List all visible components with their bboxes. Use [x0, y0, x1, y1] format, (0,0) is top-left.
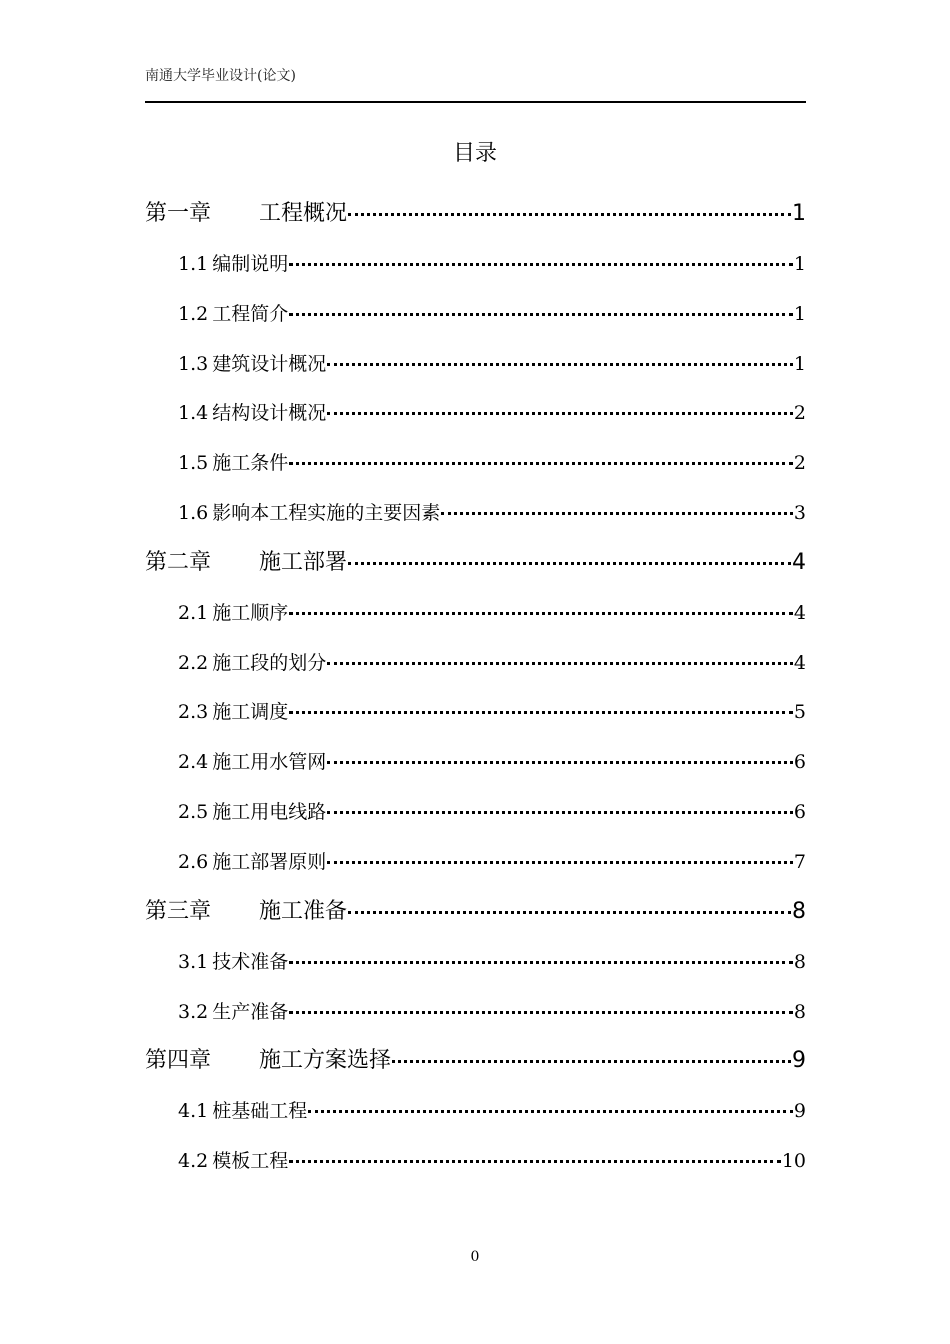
toc-section-entry[interactable] — [145, 493, 806, 543]
toc-entry-title: 施工部署原则 — [212, 850, 327, 873]
running-header: 南通大学毕业设计(论文) — [145, 68, 296, 84]
toc-entry-number: 1.4 — [178, 402, 209, 425]
toc-entry-page: 4 — [793, 651, 806, 674]
toc-dot-leader — [327, 412, 793, 415]
toc-dot-leader — [348, 213, 791, 216]
toc-entry-title: 施工段的划分 — [212, 651, 327, 674]
toc-entry-page: 1 — [793, 352, 806, 375]
toc-section-entry[interactable] — [145, 692, 806, 742]
toc-title: 目录 — [452, 141, 497, 166]
toc-entry-number: 2.1 — [178, 601, 209, 624]
toc-entry-title: 编制说明 — [212, 252, 289, 275]
toc-entry-page: 2 — [793, 452, 806, 475]
toc-entry-title: 模板工程 — [212, 1150, 289, 1173]
toc-dot-leader — [289, 1160, 781, 1163]
toc-entry-number: 1.6 — [178, 502, 209, 525]
toc-entry-number: 1.2 — [178, 302, 209, 325]
toc-entry-number: 第四章 — [145, 1048, 212, 1074]
toc-entry-number: 1.3 — [178, 352, 209, 375]
toc-dot-leader — [308, 1110, 793, 1113]
toc-entry-title: 施工准备 — [259, 898, 348, 924]
toc-entry-page: 1 — [793, 302, 806, 325]
toc-entry-title: 施工条件 — [212, 452, 289, 475]
toc-entry-title: 工程概况 — [259, 201, 348, 226]
page-number: 0 — [470, 1249, 480, 1265]
toc-entry-title: 施工部署 — [259, 549, 348, 575]
toc-entry-number: 1.1 — [178, 252, 209, 275]
toc-entry-page: 9 — [792, 1048, 806, 1074]
toc-entry-page: 4 — [792, 549, 806, 575]
toc-dot-leader — [289, 612, 793, 615]
toc-entry-page: 8 — [793, 1000, 806, 1023]
table-of-contents — [145, 194, 806, 1191]
toc-entry-title: 影响本工程实施的主要因素 — [212, 502, 441, 525]
toc-dot-leader — [327, 363, 793, 366]
toc-chapter-entry[interactable] — [145, 194, 806, 244]
toc-entry-number: 2.2 — [178, 651, 209, 674]
toc-entry-number: 4.1 — [178, 1100, 209, 1123]
toc-entry-page: 7 — [793, 850, 806, 873]
toc-dot-leader — [441, 512, 793, 515]
toc-entry-title: 施工用电线路 — [212, 801, 327, 824]
toc-entry-page: 1 — [792, 201, 806, 226]
toc-dot-leader — [327, 861, 793, 864]
toc-entry-number: 2.6 — [178, 850, 209, 873]
toc-dot-leader — [289, 961, 793, 964]
toc-entry-title: 结构设计概况 — [212, 402, 327, 425]
toc-section-entry[interactable] — [145, 244, 806, 294]
toc-dot-leader — [289, 711, 793, 714]
toc-section-entry[interactable] — [145, 992, 806, 1042]
toc-entry-number: 3.2 — [178, 1000, 209, 1023]
toc-chapter-entry[interactable] — [145, 892, 806, 942]
toc-entry-number: 2.5 — [178, 801, 209, 824]
toc-entry-page: 6 — [793, 751, 806, 774]
toc-entry-title: 建筑设计概况 — [212, 352, 327, 375]
toc-dot-leader — [392, 1060, 791, 1063]
toc-entry-title: 施工顺序 — [212, 601, 289, 624]
toc-entry-page: 3 — [793, 502, 806, 525]
toc-section-entry[interactable] — [145, 393, 806, 443]
toc-section-entry[interactable] — [145, 443, 806, 493]
toc-entry-number: 第二章 — [145, 549, 212, 575]
toc-entry-page: 2 — [793, 402, 806, 425]
toc-dot-leader — [327, 761, 793, 764]
toc-entry-title: 施工方案选择 — [259, 1048, 392, 1074]
toc-section-entry[interactable] — [145, 842, 806, 892]
toc-entry-page: 8 — [792, 898, 806, 924]
toc-dot-leader — [289, 462, 793, 465]
toc-entry-title: 技术准备 — [212, 950, 289, 973]
toc-entry-page: 10 — [781, 1150, 806, 1173]
toc-dot-leader — [289, 313, 793, 316]
toc-dot-leader — [348, 562, 791, 565]
toc-entry-title: 桩基础工程 — [212, 1100, 308, 1123]
toc-entry-title: 工程简介 — [212, 302, 289, 325]
toc-entry-page: 1 — [793, 252, 806, 275]
toc-entry-page: 5 — [793, 701, 806, 724]
toc-entry-title: 施工用水管网 — [212, 751, 327, 774]
toc-section-entry[interactable] — [145, 742, 806, 792]
toc-entry-title: 施工调度 — [212, 701, 289, 724]
toc-section-entry[interactable] — [145, 792, 806, 842]
toc-section-entry[interactable] — [145, 942, 806, 992]
toc-dot-leader — [327, 811, 793, 814]
toc-entry-number: 第一章 — [145, 201, 212, 226]
toc-chapter-entry[interactable] — [145, 543, 806, 593]
toc-entry-page: 6 — [793, 801, 806, 824]
toc-section-entry[interactable] — [145, 1141, 806, 1191]
toc-section-entry[interactable] — [145, 643, 806, 693]
toc-entry-page: 9 — [793, 1100, 806, 1123]
header-divider — [145, 101, 806, 103]
toc-entry-number: 1.5 — [178, 452, 209, 475]
toc-dot-leader — [289, 263, 793, 266]
toc-section-entry[interactable] — [145, 344, 806, 394]
toc-entry-number: 2.4 — [178, 751, 209, 774]
toc-entry-page: 4 — [793, 601, 806, 624]
toc-section-entry[interactable] — [145, 1091, 806, 1141]
toc-entry-page: 8 — [793, 950, 806, 973]
toc-section-entry[interactable] — [145, 294, 806, 344]
toc-dot-leader — [327, 662, 793, 665]
toc-entry-number: 2.3 — [178, 701, 209, 724]
toc-entry-number: 第三章 — [145, 898, 212, 924]
toc-entry-number: 3.1 — [178, 950, 209, 973]
toc-entry-title: 生产准备 — [212, 1000, 289, 1023]
toc-dot-leader — [289, 1011, 793, 1014]
toc-dot-leader — [348, 911, 791, 914]
toc-entry-number: 4.2 — [178, 1150, 209, 1173]
toc-chapter-entry[interactable] — [145, 1041, 806, 1091]
toc-section-entry[interactable] — [145, 593, 806, 643]
